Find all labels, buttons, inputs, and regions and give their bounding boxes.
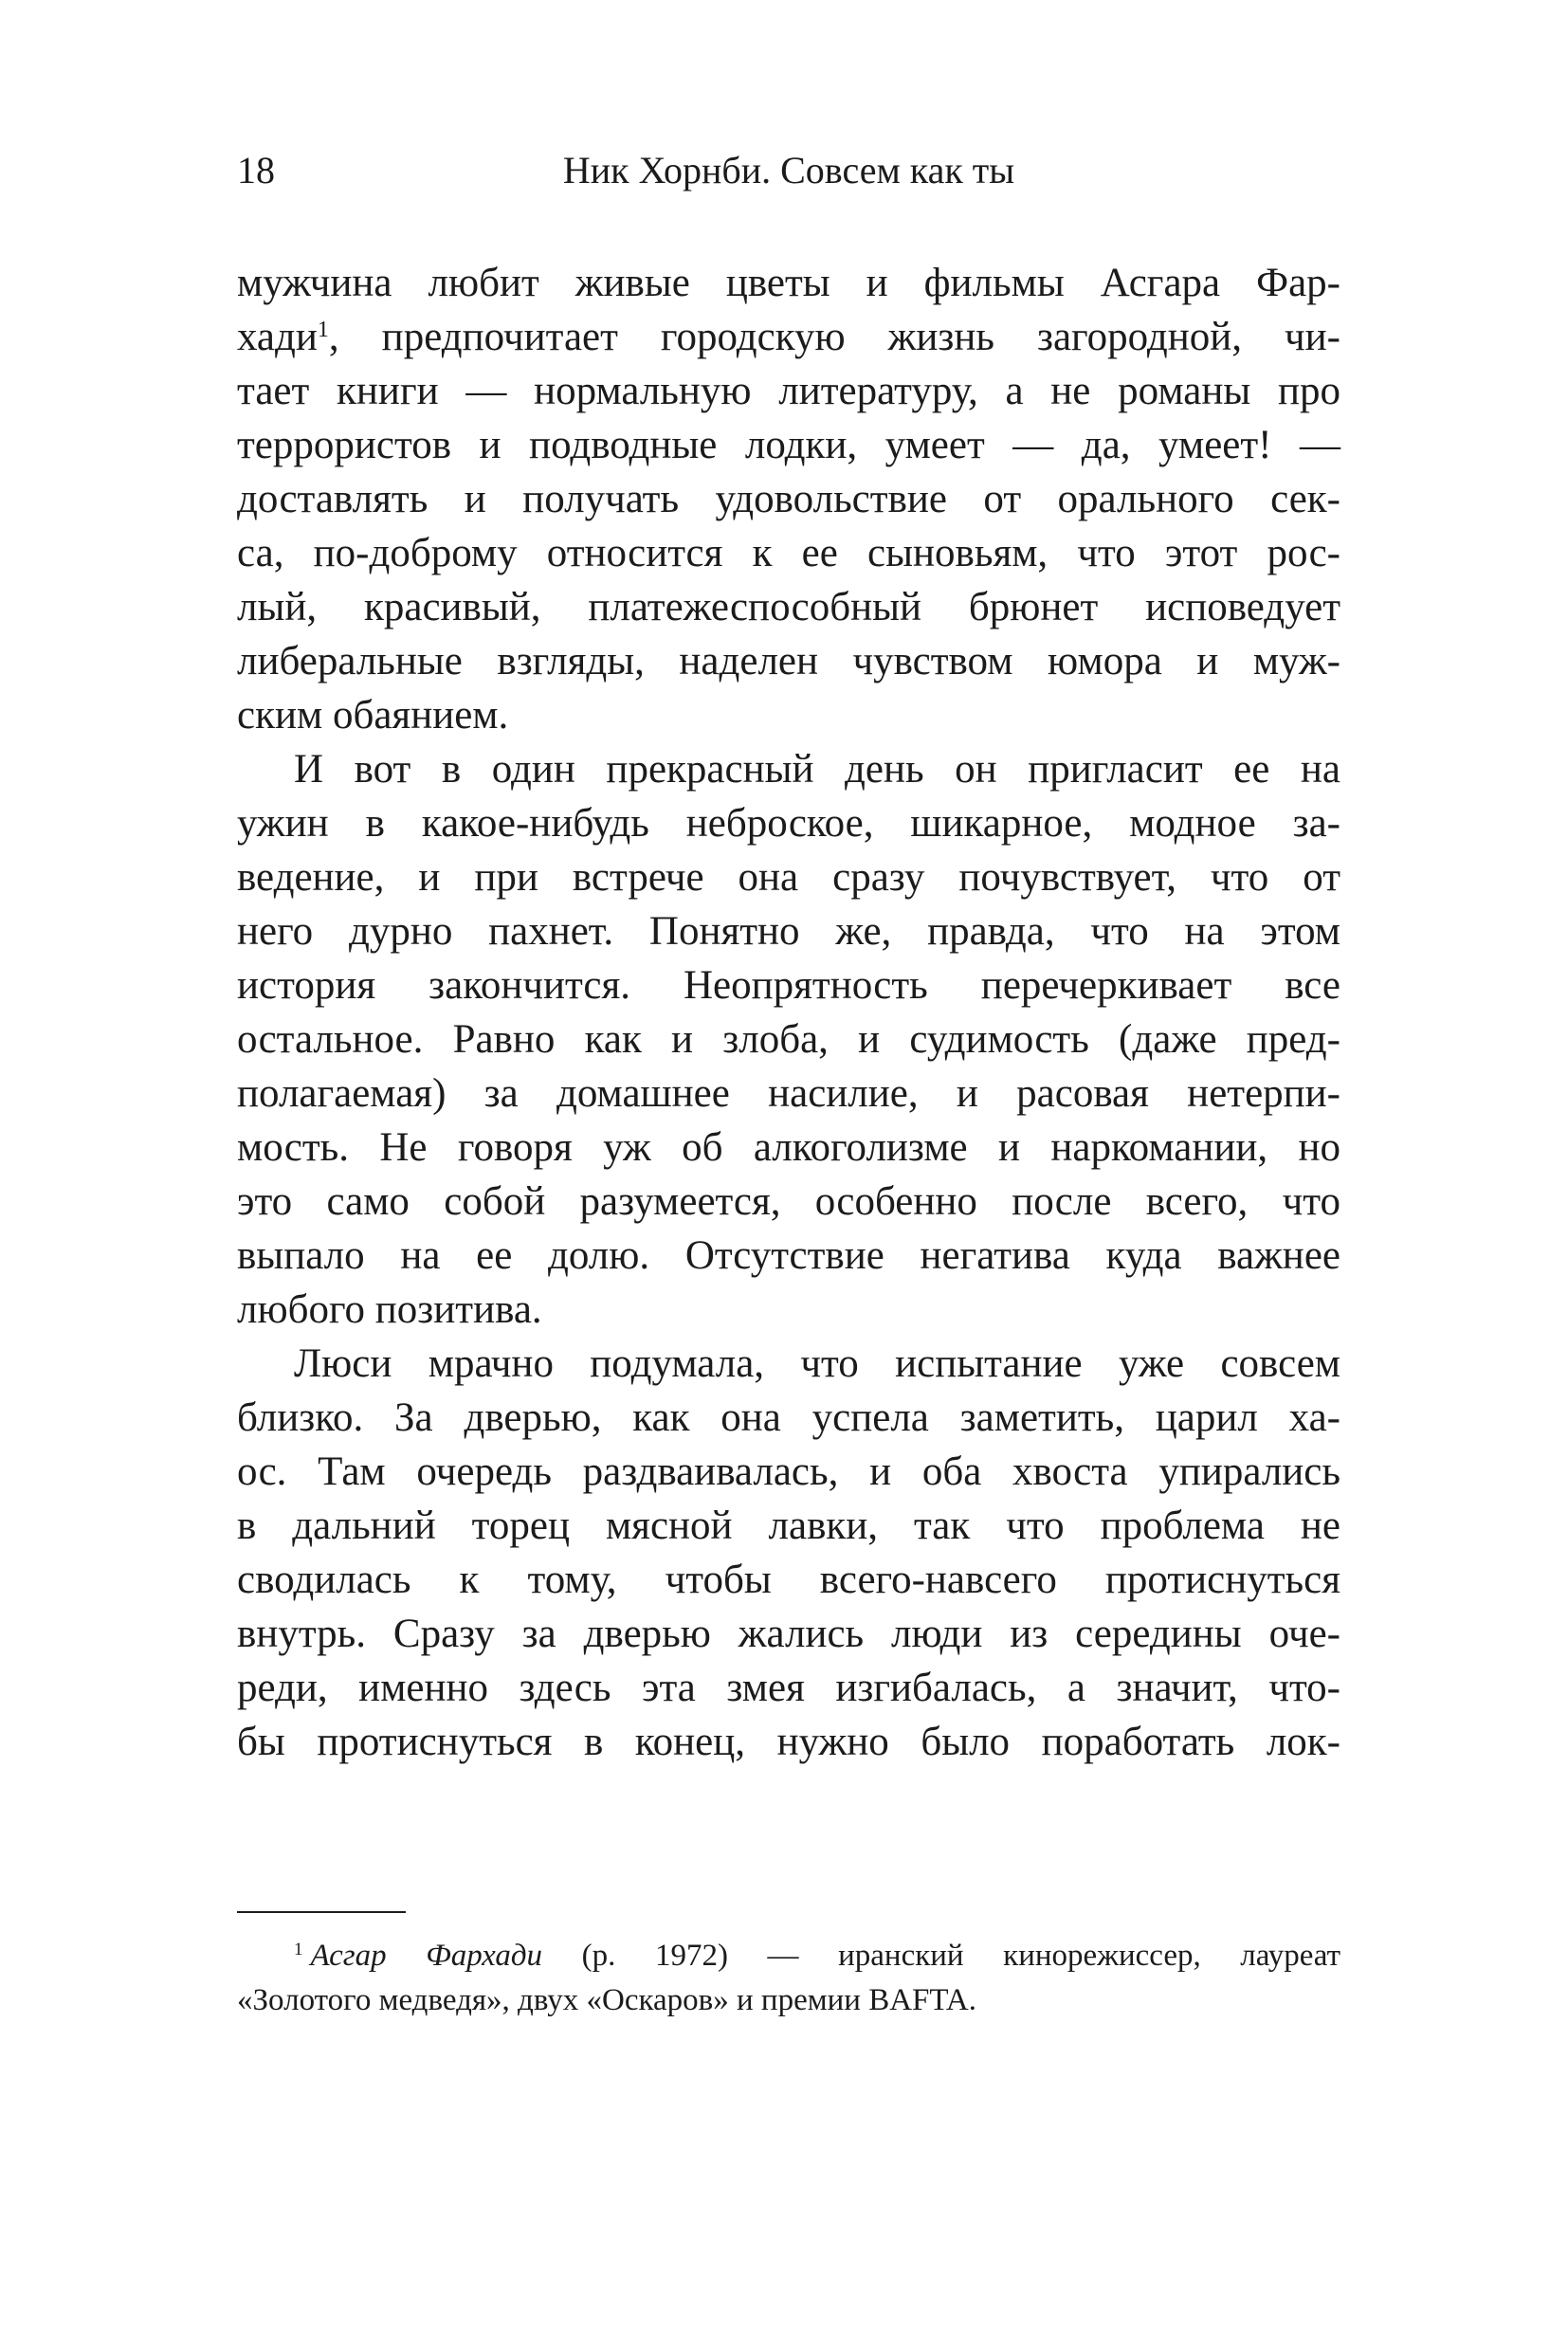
text-line: ужин в какое-нибудь неброское, шикарное, модное за- (237, 801, 1340, 846)
footnote-line (237, 1934, 1340, 1978)
text-fragment: (р. 1972) — иранский кинорежиссер, лауреат (581, 1939, 1341, 1973)
running-head (237, 142, 1340, 199)
text-line: тает книги — нормальную литературу, а не романы про (237, 369, 1340, 413)
text-line: остальное. Равно как и злоба, и судимость (даже пред- (237, 1017, 1340, 1062)
text-line: близко. За дверью, как она успела заметить, царил ха- (237, 1395, 1340, 1440)
text-line: либеральные взгляды, наделен чувством юмора и муж- (237, 639, 1340, 683)
text-line: него дурно пахнет. Понятно же, правда, что на этом (237, 909, 1340, 954)
text-line: это само собой разумеется, особенно после всего, что (237, 1179, 1340, 1224)
text-line (237, 1337, 1340, 1391)
text-line: любого позитива. (237, 1287, 542, 1332)
paragraph-3 (237, 1337, 1340, 1769)
text-line: ведение, и при встрече она сразу почувствует, что от (237, 855, 1340, 900)
text-line: полагаемая) за домашнее насилие, и расовая нетерпи- (237, 1071, 1340, 1116)
text-fragment: хади (237, 315, 318, 359)
text-line: бы протиснуться в конец, нужно было поработать лок- (237, 1720, 1340, 1764)
text-line (237, 310, 1340, 364)
footnote (237, 1934, 1340, 2023)
paragraph-2 (237, 742, 1340, 1337)
page-number: 18 (237, 149, 275, 191)
text-line: в дальний торец мясной лавки, так что проблема не (237, 1504, 1340, 1548)
text-line: внутрь. Сразу за дверью жались люди из середины оче- (237, 1612, 1340, 1656)
text-fragment: , предпочитает городскую жизнь загородной, чи- (328, 315, 1340, 359)
footnote-mark: 1 (294, 1940, 303, 1959)
text-line: история закончится. Неопрятность перечеркивает все (237, 963, 1340, 1008)
text-line: выпало на ее долю. Отсутствие негатива куда важнее (237, 1233, 1340, 1278)
text-fragment: И вот в один прекрасный день он пригласит ее на (294, 747, 1340, 792)
running-head-title: Ник Хорнби. Совсем как ты (562, 149, 1015, 191)
text-fragment: Люси мрачно подумала, что испытание уже совсем (294, 1341, 1340, 1386)
text-line (237, 742, 1340, 796)
text-line: ским обаянием. (237, 693, 509, 738)
paragraph-1 (237, 256, 1340, 742)
text-line: мужчина любит живые цветы и фильмы Асгара Фар- (237, 261, 1340, 305)
footnote-person-name: Асгар Фархади (310, 1939, 543, 1973)
text-line: лый, красивый, платежеспособный брюнет исповедует (237, 585, 1340, 629)
text-line: доставлять и получать удовольствие от орального сек- (237, 477, 1340, 521)
footnote-line: «Золотого медведя», двух «Оскаров» и премии BAFTA. (237, 1983, 976, 2017)
body-text (237, 256, 1340, 1769)
text-line: мость. Не говоря уж об алкоголизме и наркомании, но (237, 1125, 1340, 1170)
footnote-reference[interactable]: 1 (317, 318, 329, 342)
text-line: ос. Там очередь раздваивалась, и оба хвоста упирались (237, 1449, 1340, 1494)
text-line: сводилась к тому, чтобы всего-навсего протиснуться (237, 1558, 1340, 1602)
footnote-separator (237, 1911, 406, 1913)
text-line: реди, именно здесь эта змея изгибалась, а значит, что- (237, 1666, 1340, 1710)
text-line: са, по-доброму относится к ее сыновьям, что этот рос- (237, 531, 1340, 575)
text-line: террористов и подводные лодки, умеет — да, умеет! — (237, 423, 1340, 467)
